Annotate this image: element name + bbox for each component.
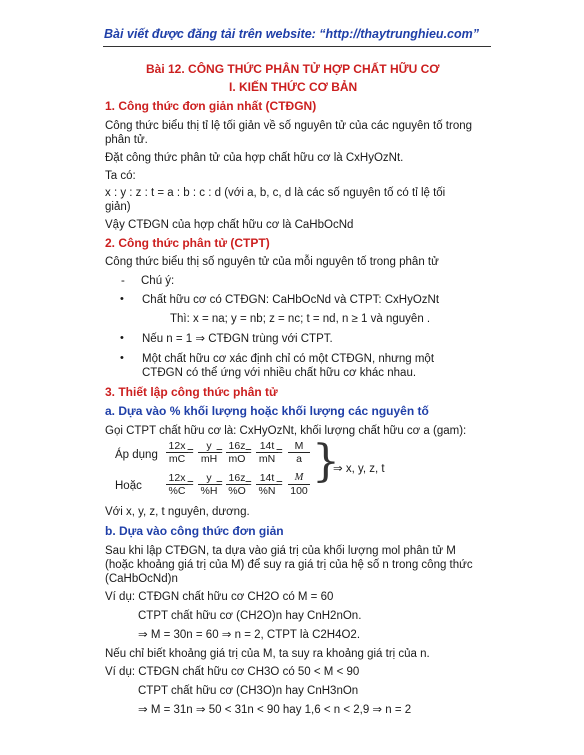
- bullet-3a: Một chất hữu cơ xác định chỉ có một CTĐGN, nhưng một: [142, 353, 435, 365]
- equals-sign: =: [245, 478, 252, 490]
- header-rule: [103, 46, 491, 47]
- para-4a: x : y : z : t = a : b : c : d (với a, b, c, d là các số nguyên tố có tỉ lệ tối: [105, 187, 446, 199]
- para-4b: giản): [105, 201, 131, 213]
- website-header: Bài viết được đăng tải trên website: “http://thaytrunghieu.com”: [104, 27, 479, 41]
- fraction-numerator: 16z: [228, 440, 246, 452]
- equals-sign: =: [276, 478, 283, 490]
- bullet-1: Chất hữu cơ có CTĐGN: CaHbOcNd và CTPT: CxHyOzNt: [142, 294, 440, 306]
- fraction-numerator: 12x: [168, 440, 186, 452]
- note-label: Chú ý:: [141, 275, 175, 287]
- bullet-2: Nếu n = 1 ⇒ CTĐGN trùng với CTPT.: [142, 333, 333, 345]
- fraction-denominator: a: [288, 452, 310, 465]
- fraction-numerator: M: [294, 472, 304, 483]
- fraction-numerator: 14t: [259, 472, 275, 484]
- bullet-3b: CTĐGN có thể ứng với nhiều chất hữu cơ khác nhau.: [142, 367, 417, 379]
- fraction-numerator: y: [206, 472, 212, 484]
- para-1a: Công thức biểu thị tỉ lệ tối giản về số nguyên tử của các nguyên tố trong: [105, 120, 473, 132]
- bullet-icon: •: [120, 293, 124, 305]
- heading-b: b. Dựa vào công thức đơn giản: [105, 524, 284, 538]
- para-9c: (CaHbOcNd)n: [105, 573, 178, 585]
- fraction-denominator: mN: [256, 452, 278, 465]
- example-2: Ví dụ: CTĐGN chất hữu cơ CH3O có 50 < M < 90: [105, 666, 360, 678]
- fraction: [256, 440, 278, 465]
- section-heading: I. KIẾN THỨC CƠ BẢN: [229, 80, 358, 94]
- para-5: Vậy CTĐGN của hợp chất hữu cơ là CaHbOcNd: [105, 219, 354, 231]
- equals-sign: =: [187, 446, 194, 458]
- equals-sign: =: [187, 478, 194, 490]
- example-2b: CTPT chất hữu cơ (CH3O)n hay CnH3nOn: [138, 685, 359, 697]
- fraction: [166, 472, 188, 497]
- fraction-numerator: M: [294, 440, 304, 452]
- bullet-1-detail: Thì: x = na; y = nb; z = nc; t = nd, n ≥ 1 và nguyên .: [170, 313, 431, 325]
- para-9a: Sau khi lập CTĐGN, ta dựa vào giá trị của khối lượng mol phân tử M: [105, 545, 456, 557]
- para-3: Ta có:: [105, 170, 136, 182]
- heading-ctpt: 2. Công thức phân tử (CTPT): [105, 236, 270, 250]
- fraction-denominator: 100: [288, 484, 310, 497]
- equals-sign: =: [245, 446, 252, 458]
- heading-ctdgn: 1. Công thức đơn giản nhất (CTĐGN): [105, 99, 317, 113]
- fraction-denominator: %O: [226, 484, 248, 497]
- fraction: [166, 440, 188, 465]
- lesson-title: Bài 12. CÔNG THỨC PHÂN TỬ HỢP CHẤT HỮU CƠ: [146, 62, 440, 76]
- label-ap-dung: Áp dụng: [115, 449, 158, 461]
- equals-sign: =: [216, 446, 223, 458]
- equals-sign: =: [216, 478, 223, 490]
- heading-a: a. Dựa vào % khối lượng hoặc khối lượng các nguyên tố: [105, 404, 429, 418]
- example-1c: ⇒ M = 30n = 60 ⇒ n = 2, CTPT là C2H4O2.: [138, 629, 361, 641]
- fraction-denominator: %H: [198, 484, 220, 497]
- example-1: Ví dụ: CTĐGN chất hữu cơ CH2O có M = 60: [105, 591, 334, 603]
- fraction-numerator: 16z: [228, 472, 246, 484]
- para-7: Gọi CTPT chất hữu cơ là: CxHyOzNt, khối lượng chất hữu cơ a (gam):: [105, 425, 467, 437]
- fraction-numerator: 12x: [168, 472, 186, 484]
- fraction-denominator: %C: [166, 484, 188, 497]
- heading-thiet-lap: 3. Thiết lập công thức phân tử: [105, 385, 278, 399]
- example-1b: CTPT chất hữu cơ (CH2O)n hay CnH2nOn.: [138, 610, 362, 622]
- fraction-numerator: 14t: [259, 440, 275, 452]
- para-6: Công thức biểu thị số nguyên tử của mỗi nguyên tố trong phân tử: [105, 256, 439, 268]
- para-2: Đặt công thức phân tử của hợp chất hữu cơ là CxHyOzNt.: [105, 152, 404, 164]
- equals-sign: =: [276, 446, 283, 458]
- right-brace: }: [312, 436, 340, 487]
- fraction-denominator: %N: [256, 484, 278, 497]
- label-hoac: Hoặc: [115, 480, 142, 492]
- fraction-denominator: mH: [198, 452, 220, 465]
- example-2c: ⇒ M = 31n ⇒ 50 < 31n < 90 hay 1,6 < n < 2,9 ⇒ n = 2: [138, 704, 412, 716]
- para-1b: phân tử.: [105, 134, 148, 146]
- fraction: [288, 440, 310, 465]
- fraction: [256, 472, 278, 497]
- bullet-icon: •: [120, 352, 124, 364]
- bullet-icon: •: [120, 332, 124, 344]
- para-10: Nếu chỉ biết khoảng giá trị của M, ta suy ra khoảng giá trị của n.: [105, 648, 430, 660]
- para-8: Với x, y, z, t nguyên, dương.: [105, 506, 250, 518]
- dash-marker: -: [121, 275, 125, 287]
- fraction-denominator: mO: [226, 452, 248, 465]
- fraction: [288, 472, 310, 497]
- para-9b: (hoặc khoảng giá trị của M) để suy ra giá trị của hệ số n trong công thức: [105, 559, 473, 571]
- fraction-numerator: y: [206, 440, 212, 452]
- fraction-denominator: mC: [166, 452, 188, 465]
- formula-result: ⇒ x, y, z, t: [333, 463, 385, 475]
